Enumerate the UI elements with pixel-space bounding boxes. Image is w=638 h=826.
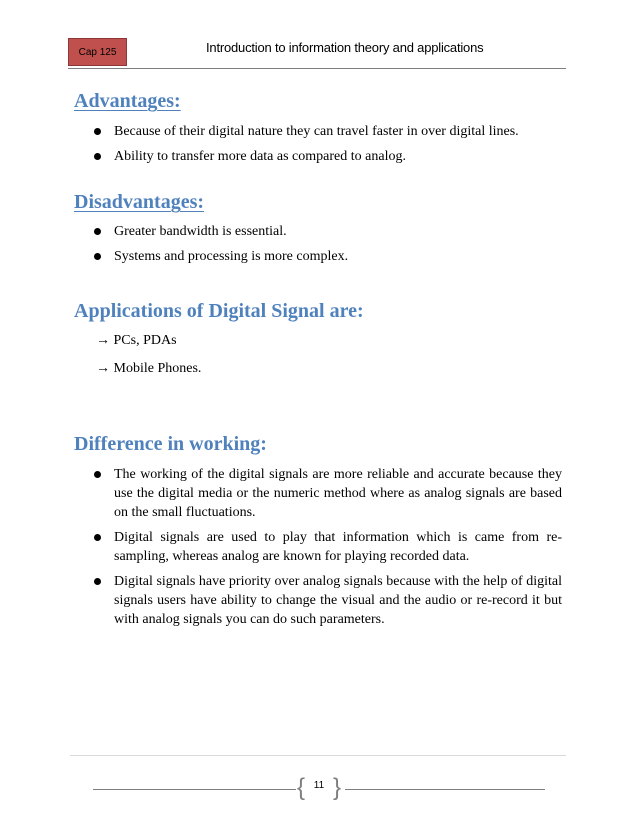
list-item: Systems and processing is more complex. [92,247,562,266]
arrow-icon: → [96,361,110,376]
footer-rule-right [345,789,545,790]
page-number: 11 [313,780,325,791]
chapter-badge [68,38,127,66]
right-brace-icon: } [333,774,342,801]
running-header-title: Introduction to information theory and applications [206,40,484,55]
disadvantages-heading: Disadvantages: [74,191,205,213]
difference-heading: Difference in working: [74,433,267,455]
applications-list [96,331,201,387]
left-brace-icon: { [297,774,306,801]
advantages-list [92,122,562,172]
applications-heading: Applications of Digital Signal are: [74,300,364,322]
list-item-label: PCs, PDAs [113,333,177,348]
advantages-heading: Advantages: [74,90,181,112]
arrow-icon: → [96,333,110,348]
list-item: Greater bandwidth is essential. [92,222,562,241]
list-item: Digital signals are used to play that information which is came from re-sampling, whereas analog are known for playing recorded data. [92,528,562,566]
list-item [96,331,201,350]
list-item-label: Mobile Phones. [113,361,202,376]
list-item: The working of the digital signals are more reliable and accurate because they use the digital media or the numeric method where as analog signals are based on the small fluctuations. [92,465,562,522]
header-divider [68,68,566,69]
footer-divider [70,755,566,756]
disadvantages-list [92,222,562,272]
list-item: Digital signals have priority over analog signals because with the help of digital signals users have ability to change the visual and the audio or re-record it but with analog signals you can do such parameters. [92,572,562,629]
difference-list [92,465,562,635]
list-item [96,359,201,378]
list-item: Ability to transfer more data as compared to analog. [92,147,562,166]
footer-rule-left [93,789,296,790]
chapter-badge-label: Cap 125 [78,46,117,58]
list-item: Because of their digital nature they can travel faster in over digital lines. [92,122,562,141]
